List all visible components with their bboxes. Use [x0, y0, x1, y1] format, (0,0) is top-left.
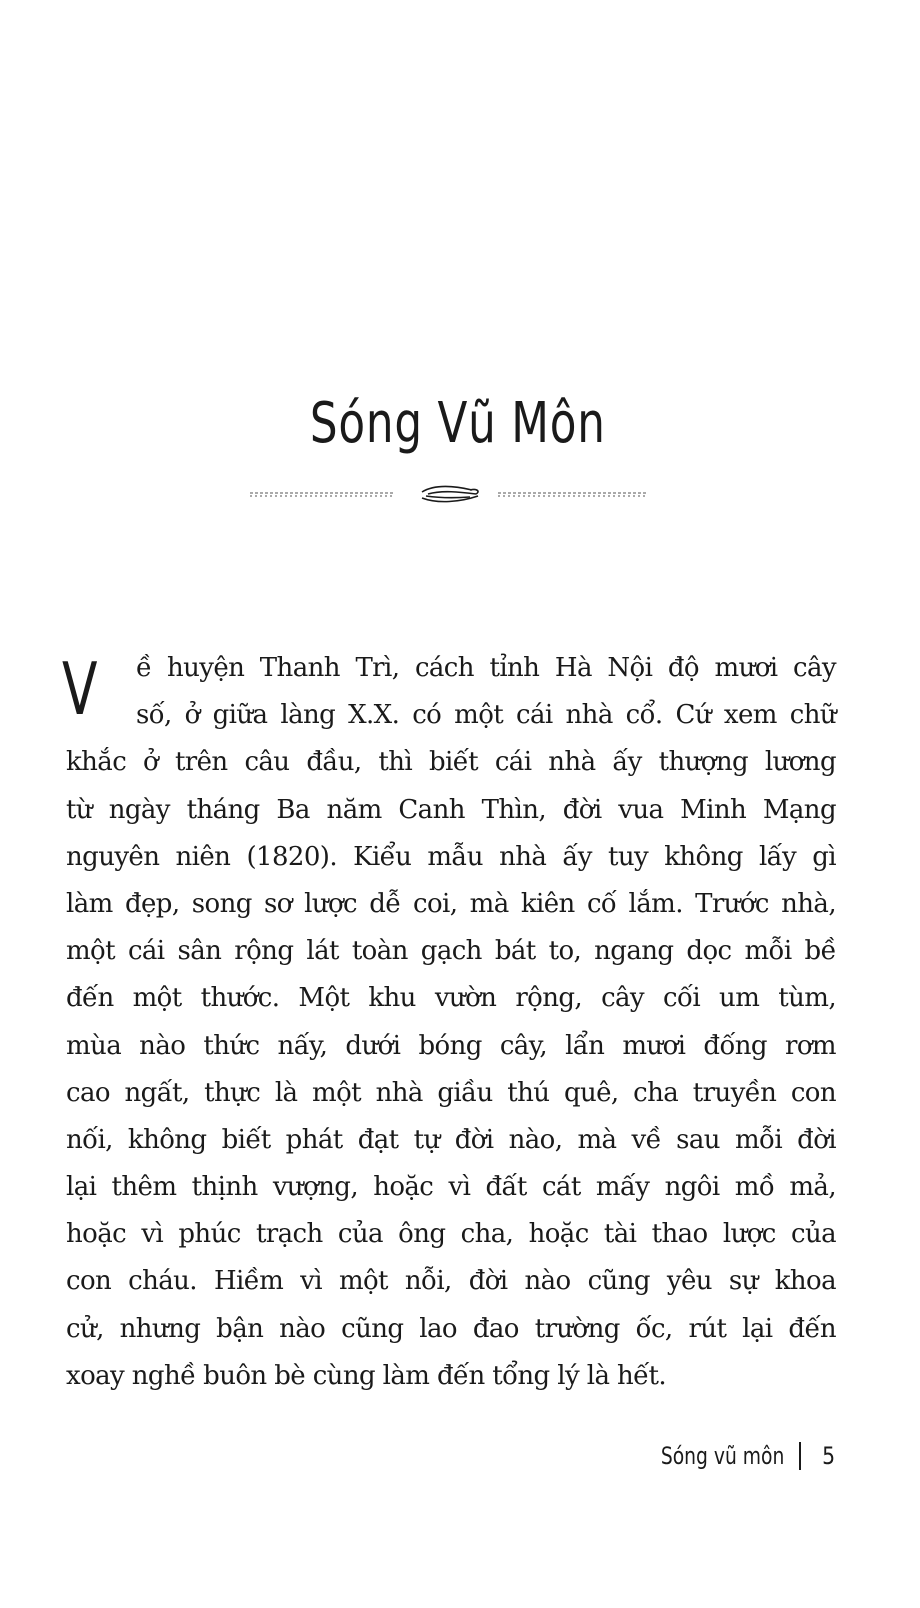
page-number: 5	[821, 1442, 835, 1470]
ornament-right-rule	[498, 493, 646, 496]
ornament-flourish-icon	[422, 487, 478, 502]
text-line: số, ở giữa làng X.X. có một cái nhà cổ. Cứ xem chữ	[136, 700, 836, 731]
ornament-left-rule	[250, 493, 395, 496]
text-line: đến một thước. Một khu vườn rộng, cây cối um tùm,	[66, 983, 836, 1014]
text-line: khắc ở trên câu đầu, thì biết cái nhà ấy thượng lương	[66, 747, 836, 778]
running-head: Sóng vũ môn	[661, 1442, 785, 1470]
text-line: cử, nhưng bận nào cũng lao đao trường ốc, rút lại đến	[66, 1313, 836, 1344]
text-line: hoặc vì phúc trạch của ông cha, hoặc tài thao lược của	[66, 1219, 836, 1250]
text-line: từ ngày tháng Ba năm Canh Thìn, đời vua Minh Mạng	[66, 794, 836, 825]
text-line: nguyên niên (1820). Kiểu mẫu nhà ấy tuy không lấy gì	[66, 841, 836, 872]
page-footer	[626, 1436, 836, 1476]
footer-separator	[799, 1442, 801, 1470]
text-line: xoay nghề buôn bè cùng làm đến tổng lý là hết.	[66, 1360, 667, 1391]
text-line: một cái sân rộng lát toàn gạch bát to, ngang dọc mỗi bề	[66, 936, 836, 967]
text-line: cao ngất, thực là một nhà giầu thú quê, cha truyền con	[66, 1077, 836, 1108]
chapter-title: Sóng Vũ Môn	[309, 391, 606, 456]
text-line: nối, không biết phát đạt tự đời nào, mà về sau mỗi đời	[66, 1124, 836, 1155]
text-line: mùa nào thức nấy, dưới bóng cây, lẩn mươi đống rơm	[66, 1030, 836, 1061]
text-line: con cháu. Hiềm vì một nỗi, đời nào cũng yêu sự khoa	[66, 1266, 836, 1297]
text-line: làm đẹp, song sơ lược dễ coi, mà kiên cố lắm. Trước nhà,	[66, 888, 836, 919]
title-ornament	[250, 482, 650, 508]
text-line: ề huyện Thanh Trì, cách tỉnh Hà Nội độ mươi cây	[136, 653, 836, 683]
body-paragraph	[62, 645, 836, 1400]
text-line: lại thêm thịnh vượng, hoặc vì đất cát mấy ngôi mồ mả,	[66, 1172, 836, 1203]
drop-cap: V	[62, 647, 98, 731]
